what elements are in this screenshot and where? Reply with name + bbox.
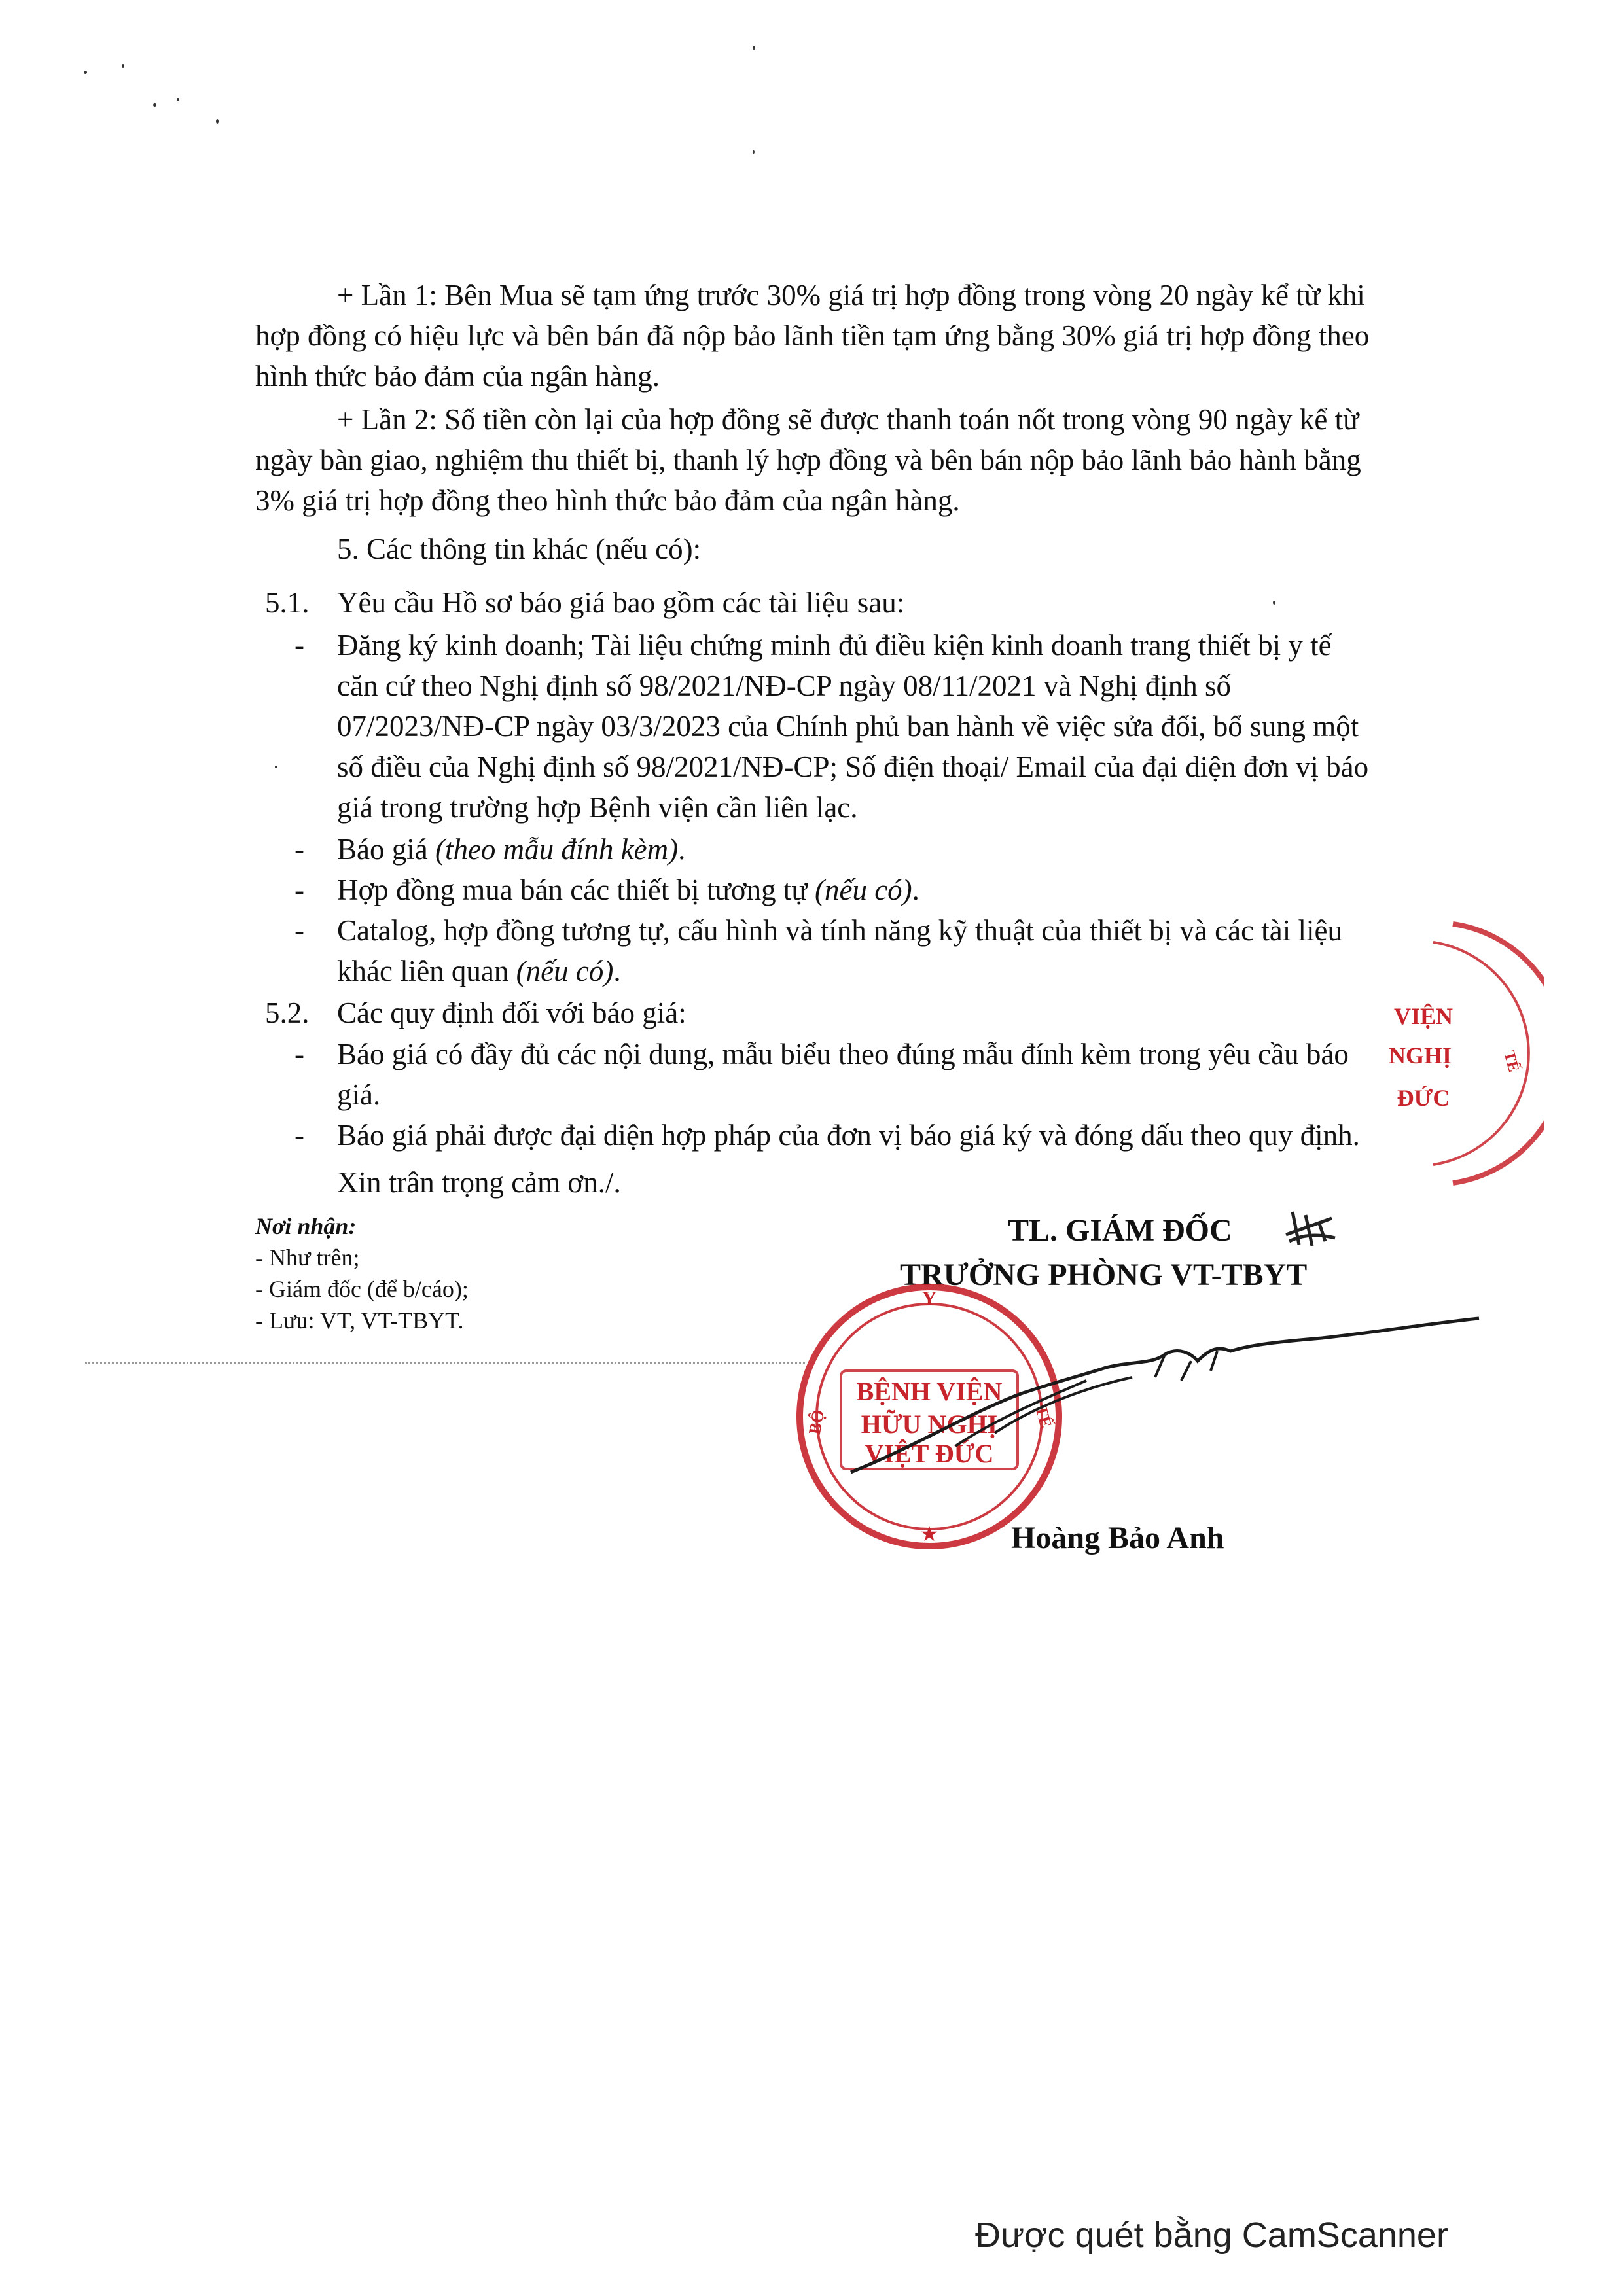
seal-side-right: TẾ — [1031, 1403, 1056, 1430]
handwritten-signature — [825, 1315, 1486, 1498]
seal-star-icon: ★ — [919, 1521, 939, 1546]
scan-speck — [275, 766, 277, 768]
s51-item4-line2-end: . — [613, 955, 621, 987]
list-dash: - — [294, 1038, 304, 1070]
scan-speck — [1273, 601, 1275, 605]
seal-line1: BỆNH VIỆN — [856, 1377, 1003, 1406]
s51-item2-end: . — [678, 833, 686, 866]
s51-item3-italic: (nếu có) — [814, 874, 912, 906]
s51-item3-end: . — [912, 874, 919, 906]
payment-lan1-line2: hợp đồng có hiệu lực và bên bán đã nộp bảo lãnh tiền tạm ứng bằng 30% giá trị hợp đồng theo — [255, 319, 1370, 352]
s51-item4-line2 — [337, 951, 621, 991]
list-dash: - — [294, 1119, 304, 1152]
partial-seal — [1361, 916, 1544, 1191]
seal-side-left: BỘ — [804, 1408, 829, 1436]
scan-speck — [753, 150, 755, 154]
section51-title: Yêu cầu Hồ sơ báo giá bao gồm các tài liệu sau: — [337, 586, 905, 619]
section52-number: 5.2. — [265, 997, 310, 1029]
signature-title2: TRƯỞNG PHÒNG VT-TBYT — [900, 1258, 1308, 1292]
s51-item2-italic: (theo mẫu đính kèm) — [435, 833, 679, 866]
partial-seal-side: TẾ — [1500, 1049, 1522, 1074]
s51-item1-line4: số điều của Nghị định số 98/2021/NĐ-CP; Số điện thoại/ Email của đại diện đơn vị báo — [337, 751, 1369, 783]
payment-lan2-line3: 3% giá trị hợp đồng theo hình thức bảo đảm của ngân hàng. — [255, 484, 960, 517]
initial-mark-icon — [1279, 1205, 1338, 1251]
s51-item3-text: Hợp đồng mua bán các thiết bị tương tự — [337, 874, 815, 906]
partial-seal-line1: VIỆN — [1393, 1003, 1454, 1029]
s52-item2: Báo giá phải được đại diện hợp pháp của đơn vị báo giá ký và đóng dấu theo quy định. — [337, 1119, 1360, 1152]
signature-name: Hoàng Bảo Anh — [1011, 1521, 1224, 1555]
scan-divider — [85, 1362, 805, 1364]
recipient-item: - Giám đốc (để b/cáo); — [255, 1276, 469, 1302]
list-dash: - — [294, 833, 304, 866]
partial-seal-line3: ĐỨC — [1397, 1085, 1450, 1111]
payment-lan1-line1: + Lần 1: Bên Mua sẽ tạm ứng trước 30% giá trị hợp đồng trong vòng 20 ngày kể từ khi — [337, 279, 1365, 311]
payment-lan2-line1: + Lần 2: Số tiền còn lại của hợp đồng sẽ được thanh toán nốt trong vòng 90 ngày kể từ — [337, 403, 1359, 436]
recipient-item: - Như trên; — [255, 1245, 360, 1271]
recipient-item: - Lưu: VT, VT-TBYT. — [255, 1307, 464, 1333]
scan-speck — [84, 71, 87, 74]
recipients-heading: Nơi nhận: — [255, 1213, 357, 1239]
camscanner-footer: Được quét bằng CamScanner — [975, 2216, 1448, 2255]
scan-speck — [216, 119, 219, 124]
seal-line2: HỮU NGHỊ — [861, 1409, 998, 1439]
list-dash: - — [294, 874, 304, 906]
s51-item3 — [337, 870, 919, 910]
seal-top: Y — [921, 1286, 937, 1310]
s52-item1-line2: giá. — [337, 1078, 381, 1111]
partial-seal-line2: NGHỊ — [1388, 1042, 1452, 1069]
payment-lan2-line2: ngày bàn giao, nghiệm thu thiết bị, thanh lý hợp đồng và bên bán nộp bảo lãnh bảo hành bằng — [255, 444, 1361, 476]
s51-item4-line2-text: khác liên quan — [337, 955, 516, 987]
s51-item1-line1: Đăng ký kinh doanh; Tài liệu chứng minh đủ điều kiện kinh doanh trang thiết bị y tế — [337, 629, 1332, 662]
signature-title1: TL. GIÁM ĐỐC — [1008, 1213, 1232, 1248]
scan-speck — [122, 64, 124, 68]
s51-item1-line5: giá trong trường hợp Bệnh viện cần liên lạc. — [337, 791, 858, 824]
seal-line3: VIỆT ĐỨC — [865, 1439, 994, 1468]
payment-lan1-line3: hình thức bảo đảm của ngân hàng. — [255, 360, 660, 393]
scan-speck — [753, 46, 755, 50]
s52-item1-line1: Báo giá có đầy đủ các nội dung, mẫu biểu theo đúng mẫu đính kèm trong yêu cầu báo — [337, 1038, 1349, 1070]
section5-heading: 5. Các thông tin khác (nếu có): — [337, 533, 702, 565]
section51-number: 5.1. — [265, 586, 310, 619]
list-dash: - — [294, 629, 304, 662]
scan-speck — [177, 98, 179, 101]
s51-item1-line3: 07/2023/NĐ-CP ngày 03/3/2023 của Chính phủ ban hành về việc sửa đổi, bổ sung một — [337, 710, 1359, 743]
s51-item1-line2: căn cứ theo Nghị định số 98/2021/NĐ-CP ngày 08/11/2021 và Nghị định số — [337, 669, 1231, 702]
closing-line: Xin trân trọng cảm ơn./. — [337, 1166, 621, 1199]
s51-item2 — [337, 829, 685, 870]
s51-item2-text: Báo giá — [337, 833, 435, 866]
section52-title: Các quy định đối với báo giá: — [337, 997, 687, 1029]
s51-item4-line2-italic: (nếu có) — [516, 955, 614, 987]
scan-speck — [153, 103, 156, 107]
list-dash: - — [294, 914, 304, 947]
s51-item4-line1: Catalog, hợp đồng tương tự, cấu hình và tính năng kỹ thuật của thiết bị và các tài liệu — [337, 914, 1342, 947]
